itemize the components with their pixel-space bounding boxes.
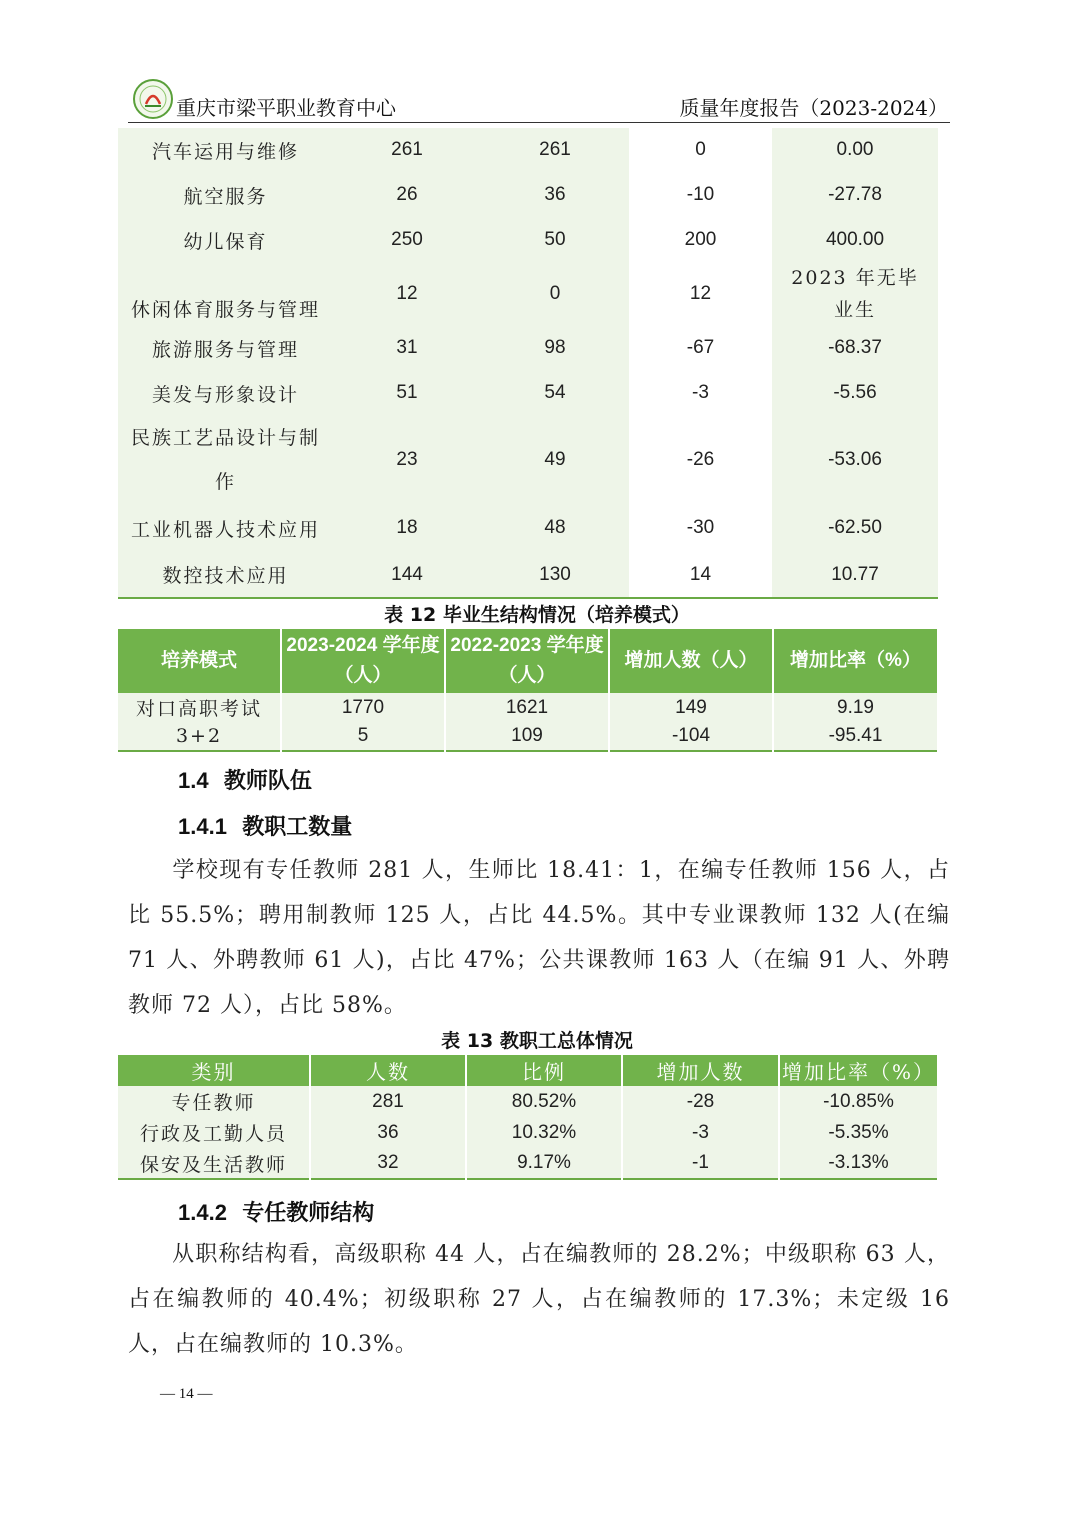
column-header: 增加比率（%） <box>773 629 938 693</box>
table-cell: 281 <box>310 1086 466 1117</box>
staff-overview-table <box>118 1055 939 1180</box>
table-cell: -95.41 <box>773 722 938 751</box>
table-cell: 0.00 <box>772 128 938 172</box>
table-cell: -26 <box>629 416 772 504</box>
table-row <box>118 128 938 172</box>
table-row <box>118 722 938 751</box>
table-cell: -10 <box>629 172 772 218</box>
table-row <box>118 218 938 262</box>
table-row <box>118 1086 938 1117</box>
table-cell: 23 <box>333 416 481 504</box>
table-cell: -10.85% <box>779 1086 938 1117</box>
row-label: 行政及工勤人员 <box>118 1117 310 1148</box>
table-cell: 10.77 <box>772 552 938 598</box>
table-row <box>118 172 938 218</box>
table-cell: -1 <box>622 1148 779 1179</box>
section-number: 1.4.2 <box>178 1200 227 1225</box>
table-cell: 50 <box>481 218 629 262</box>
section-number: 1.4 <box>178 768 209 793</box>
column-header: 增加人数 <box>622 1055 779 1086</box>
row-label: 工业机器人技术应用 <box>118 504 333 552</box>
row-label: 3+2 <box>118 722 281 751</box>
table-cell: 12 <box>629 262 772 326</box>
table-12-caption: 表 12 毕业生结构情况（培养模式） <box>384 604 690 626</box>
table-row <box>118 504 938 552</box>
table-cell: -62.50 <box>772 504 938 552</box>
column-header: 培养模式 <box>118 629 281 693</box>
table-row <box>118 326 938 370</box>
table-cell: -30 <box>629 504 772 552</box>
table-row <box>118 693 938 722</box>
table-cell: -3 <box>629 370 772 416</box>
section-title: 教师队伍 <box>223 768 312 794</box>
table-row <box>118 552 938 598</box>
table-cell: 1770 <box>281 693 445 722</box>
table-cell: -5.56 <box>772 370 938 416</box>
table-cell: 32 <box>310 1148 466 1179</box>
table-cell: 36 <box>481 172 629 218</box>
table-cell: 109 <box>445 722 609 751</box>
row-label: 旅游服务与管理 <box>118 326 333 370</box>
table-cell: 12 <box>333 262 481 326</box>
table-cell: 31 <box>333 326 481 370</box>
school-name: 重庆市梁平职业教育中心 <box>176 96 396 120</box>
table-cell: 144 <box>333 552 481 598</box>
section-number: 1.4.1 <box>178 814 227 839</box>
table-row <box>118 262 938 326</box>
column-header: 2023-2024 学年度（人） <box>281 629 445 693</box>
table-cell: 5 <box>281 722 445 751</box>
column-header: 增加人数（人） <box>609 629 773 693</box>
table-13-caption: 表 13 教职工总体情况 <box>441 1030 633 1052</box>
row-label: 美发与形象设计 <box>118 370 333 416</box>
paragraph-teacher-structure <box>128 1232 950 1367</box>
table-cell: 10.32% <box>466 1117 622 1148</box>
table-cell: -3.13% <box>779 1148 938 1179</box>
table-cell: 98 <box>481 326 629 370</box>
table-cell: 1621 <box>445 693 609 722</box>
table-cell: 54 <box>481 370 629 416</box>
table-cell: 49 <box>481 416 629 504</box>
table-row <box>118 416 938 504</box>
row-label: 数控技术应用 <box>118 552 333 598</box>
section-heading-1-4-1 <box>178 810 352 841</box>
column-header: 2022-2023 学年度（人） <box>445 629 609 693</box>
section-heading-1-4-2 <box>178 1196 374 1227</box>
table-cell: 26 <box>333 172 481 218</box>
table-header-row <box>118 1055 938 1086</box>
row-label: 幼儿保育 <box>118 218 333 262</box>
table-row <box>118 1117 938 1148</box>
table-cell: 2023 年无毕业生 <box>772 262 938 326</box>
row-label: 休闲体育服务与管理 <box>118 262 333 326</box>
table-cell: 0 <box>629 128 772 172</box>
table-cell: 51 <box>333 370 481 416</box>
table-cell: -5.35% <box>779 1117 938 1148</box>
table-cell: 36 <box>310 1117 466 1148</box>
table-cell: -104 <box>609 722 773 751</box>
table-cell: -3 <box>622 1117 779 1148</box>
table-row <box>118 370 938 416</box>
section-title: 专任教师结构 <box>242 1200 375 1226</box>
page-header <box>128 76 950 123</box>
table-cell: -68.37 <box>772 326 938 370</box>
table-cell: 0 <box>481 262 629 326</box>
section-title: 教职工数量 <box>242 814 353 840</box>
table-cell: -53.06 <box>772 416 938 504</box>
table-cell: 261 <box>481 128 629 172</box>
table-cell: 80.52% <box>466 1086 622 1117</box>
report-title: 质量年度报告（2023-2024） <box>679 96 948 120</box>
table-cell: -27.78 <box>772 172 938 218</box>
table-cell: 18 <box>333 504 481 552</box>
row-label: 汽车运用与维修 <box>118 128 333 172</box>
row-label: 航空服务 <box>118 172 333 218</box>
row-label: 民族工艺品设计与制作 <box>118 416 333 504</box>
table-cell: 14 <box>629 552 772 598</box>
column-header: 类别 <box>118 1055 310 1086</box>
graduates-by-major-table-continued <box>118 128 938 599</box>
table-cell: 9.17% <box>466 1148 622 1179</box>
section-heading-1-4 <box>178 764 312 795</box>
table-cell: 9.19 <box>773 693 938 722</box>
paragraph-text: 从职称结构看，高级职称 44 人，占在编教师的 28.2%；中级职称 63 人，占在编教师的 40.4%；初级职称 27 人，占在编教师的 17.3%；未定级 16 人，占在编教师的 10.3%。 <box>128 1242 950 1357</box>
table-cell: 250 <box>333 218 481 262</box>
row-label: 保安及生活教师 <box>118 1148 310 1179</box>
paragraph-text: 学校现有专任教师 281 人，生师比 18.41：1，在编专任教师 156 人，占比 55.5%；聘用制教师 125 人，占比 44.5%。其中专业课教师 132 人(在编 71 人、外聘教师 61 人)，占比 47%；公共课教师 163 人（在编 91 人、外聘教师 72 人），占比 58%。 <box>128 858 950 1018</box>
graduates-by-mode-table <box>118 629 939 752</box>
table-cell: 400.00 <box>772 218 938 262</box>
table-cell: 149 <box>609 693 773 722</box>
row-label: 对口高职考试 <box>118 693 281 722</box>
row-label: 专任教师 <box>118 1086 310 1117</box>
table-cell: 130 <box>481 552 629 598</box>
table-cell: -67 <box>629 326 772 370</box>
school-logo-icon <box>132 78 174 120</box>
table-row <box>118 1148 938 1179</box>
table-cell: 261 <box>333 128 481 172</box>
table-cell: -28 <box>622 1086 779 1117</box>
table-header-row <box>118 629 938 693</box>
page-number: — 14 — <box>160 1386 213 1402</box>
table-cell: 48 <box>481 504 629 552</box>
table-cell: 200 <box>629 218 772 262</box>
column-header: 比例 <box>466 1055 622 1086</box>
paragraph-staff-count <box>128 848 950 1028</box>
column-header: 人数 <box>310 1055 466 1086</box>
column-header: 增加比率（%） <box>779 1055 938 1086</box>
